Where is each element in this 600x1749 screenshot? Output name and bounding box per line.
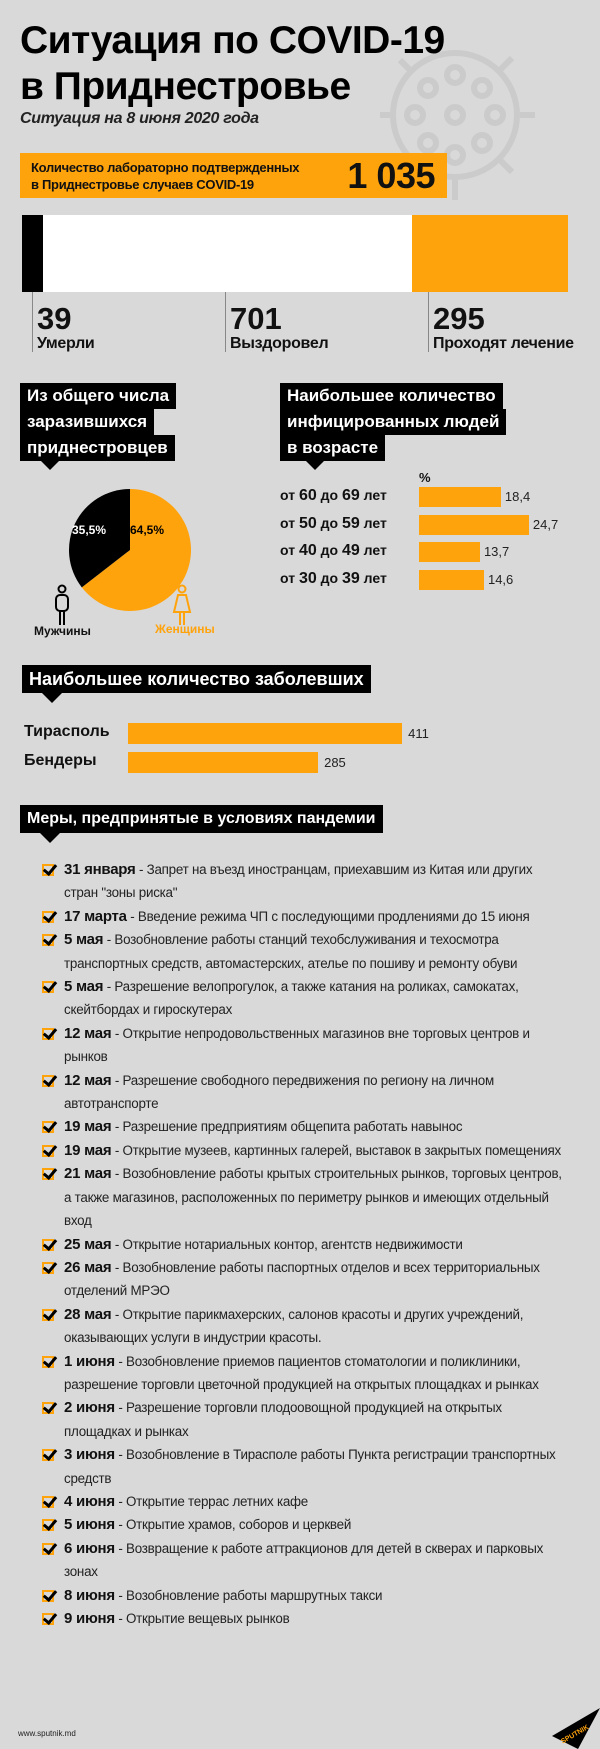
checkbox-checked-icon [42, 1145, 54, 1157]
women-percent-label: 64,5% [130, 523, 165, 537]
measure-text: - Возобновление в Тирасполе работы Пункта регистрации транспортных средств [64, 1447, 556, 1486]
measure-item [42, 905, 562, 928]
measure-date: 12 мая [64, 1071, 112, 1089]
heading-pointer [40, 833, 60, 843]
age-range-label: от 40 до 49 лет [280, 542, 387, 559]
measure-item [42, 1537, 562, 1584]
checkbox-checked-icon [42, 1168, 54, 1180]
checkbox-checked-icon [42, 1356, 54, 1368]
measure-date: 1 июня [64, 1352, 115, 1370]
title-line-2: в Приднестровье [20, 65, 351, 108]
age-range-label: от 50 до 59 лет [280, 514, 387, 532]
measure-text: - Открытие храмов, соборов и церквей [114, 1517, 352, 1533]
heading-line: приднестровцев [20, 435, 175, 461]
measure-date: 12 мая [64, 1024, 112, 1042]
measure-date: 17 марта [64, 907, 127, 925]
site-url: www.sputnik.md [18, 1729, 76, 1738]
measure-text: - Введение режима ЧП с последующими продлениями до 15 июня [126, 908, 530, 924]
stat-deaths [37, 303, 94, 353]
divider [428, 292, 429, 352]
age-range-label: от 60 до 69 лет [280, 487, 387, 504]
stat-value: 39 [37, 301, 72, 336]
measure-item [42, 928, 562, 975]
age-bar [419, 487, 501, 507]
men-label: Мужчины [34, 624, 91, 638]
heading-pointer [42, 693, 62, 703]
gender-heading [20, 383, 176, 461]
measure-item [42, 1162, 562, 1232]
measure-item [42, 1069, 562, 1116]
woman-icon [171, 584, 193, 626]
men-percent-label: 35,5% [72, 523, 107, 537]
stat-value: 295 [433, 301, 485, 336]
heading-line: Меры, предпринятые в условиях пандемии [20, 805, 383, 833]
city-value-label: 285 [324, 755, 346, 770]
checkbox-checked-icon [42, 1239, 54, 1251]
confirmed-cases-label [31, 159, 299, 193]
checkbox-checked-icon [42, 1402, 54, 1414]
measure-date: 19 мая [64, 1118, 112, 1136]
stat-label: Проходят лечение [433, 335, 574, 352]
subtitle-date: Ситуация на 8 июня 2020 года [20, 110, 259, 127]
measure-item [42, 1490, 562, 1513]
label-line: Количество лабораторно подтвержденных [31, 160, 300, 175]
measure-text: - Возобновление работы паспортных отделов и всех территориальных отделений МРЭО [64, 1259, 540, 1299]
outcome-segment-1 [43, 215, 413, 292]
measure-date: 9 июня [64, 1610, 115, 1627]
checkbox-checked-icon [42, 934, 54, 946]
outcome-segment-2 [412, 215, 568, 292]
measure-item [42, 1256, 562, 1303]
checkbox-checked-icon [42, 981, 54, 993]
women-label: Женщины [155, 622, 215, 636]
measure-item [42, 1396, 562, 1443]
checkbox-checked-icon [42, 1028, 54, 1040]
city-name: Бендеры [24, 752, 97, 769]
measure-date: 4 июня [64, 1492, 115, 1510]
measure-text: - Открытие непродовольственных магазинов вне торговых центров и рынков [64, 1025, 530, 1065]
measure-date: 31 января [64, 861, 136, 878]
stat-recovered [230, 303, 328, 353]
measure-date: 6 июня [64, 1539, 115, 1557]
measure-text: - Разрешение торговли плодоовощной продукцией на открытых площадках и рынках [64, 1400, 502, 1439]
age-value-label: 13,7 [483, 544, 510, 559]
confirmed-cases-box [20, 153, 447, 198]
measure-text: - Разрешение предприятиям общепита работать навынос [111, 1119, 463, 1135]
man-icon [52, 584, 72, 626]
cities-heading [22, 665, 371, 693]
measure-date: 2 июня [64, 1399, 115, 1417]
measure-item [42, 1443, 562, 1490]
checkbox-checked-icon [42, 1543, 54, 1555]
stat-value: 701 [230, 301, 282, 336]
age-value-label: 24,7 [532, 516, 559, 532]
checkbox-checked-icon [42, 1449, 54, 1461]
checkbox-checked-icon [42, 1121, 54, 1133]
checkbox-checked-icon [42, 1309, 54, 1321]
measure-date: 25 мая [64, 1235, 112, 1253]
measure-text: - Возвращение к работе аттракционов для детей в скверах и парковых зонах [64, 1540, 544, 1580]
checkbox-checked-icon [42, 1519, 54, 1531]
age-bar [419, 570, 484, 590]
page-title [20, 18, 445, 110]
age-unit-label: % [419, 470, 431, 485]
label-line: в Приднестровье случаев COVID-19 [31, 177, 254, 192]
stat-in-treatment [433, 303, 574, 353]
measure-date: 5 мая [64, 931, 104, 949]
checkbox-checked-icon [42, 1075, 54, 1087]
heading-pointer [40, 460, 60, 470]
outcome-stacked-bar [22, 215, 568, 292]
checkbox-checked-icon [42, 1613, 54, 1625]
city-bar [128, 723, 402, 744]
confirmed-cases-total: 1 035 [347, 155, 435, 196]
measure-date: 26 мая [64, 1258, 112, 1276]
checkbox-checked-icon [42, 1496, 54, 1508]
measure-item [42, 1115, 562, 1138]
measure-date: 8 июня [64, 1586, 115, 1604]
measure-text: - Разрешение велопрогулок, а также катания на роликах, самокатах, скейтбордах и гироскутерах [64, 979, 519, 1018]
measure-text: - Открытие вещевых рынков [114, 1611, 290, 1626]
measures-list [42, 858, 562, 1630]
heading-line: в возрасте [280, 435, 385, 461]
age-heading [280, 383, 506, 461]
measure-item [42, 1350, 562, 1397]
measure-item [42, 858, 562, 905]
measure-item [42, 1022, 562, 1069]
measure-date: 19 мая [64, 1141, 112, 1159]
divider [225, 292, 226, 352]
divider [32, 292, 33, 352]
measure-date: 21 мая [64, 1165, 112, 1183]
city-name: Тирасполь [24, 723, 110, 740]
measure-text: - Открытие музеев, картинных галерей, выставок в закрытых помещениях [111, 1142, 561, 1158]
measure-text: - Возобновление работы станций техобслуживания и техосмотра транспортных средств, автомастерских, ателье по пошиву и ремонту обуви [64, 932, 518, 971]
outcome-segment-0 [22, 215, 43, 292]
city-value-label: 411 [408, 726, 429, 741]
sputnik-logo [552, 1708, 600, 1749]
measure-item [42, 1303, 562, 1350]
measure-text: - Открытие террас летних кафе [114, 1493, 309, 1509]
measure-item [42, 1607, 562, 1630]
heading-line: инфицированных людей [280, 409, 506, 435]
city-bar [128, 752, 318, 773]
checkbox-checked-icon [42, 1590, 54, 1602]
measure-item [42, 1513, 562, 1536]
age-bar [419, 515, 529, 535]
measure-date: 5 июня [64, 1516, 115, 1534]
stat-label: Умерли [37, 335, 95, 352]
age-value-label: 18,4 [504, 489, 531, 504]
heading-pointer [305, 460, 325, 470]
age-bar [419, 542, 480, 562]
checkbox-checked-icon [42, 1262, 54, 1274]
measure-text: - Возобновление работы крытых строительных рынков, торговых центров, а также магазинов, расположенных по периметру рынков и имеющих отдельный вход [64, 1166, 562, 1229]
checkbox-checked-icon [42, 911, 54, 923]
measure-text: - Возобновление работы маршрутных такси [114, 1587, 383, 1603]
heading-line: Наибольшее количество [280, 383, 503, 409]
measure-text: - Разрешение свободного передвижения по региону на личном автотранспорте [64, 1072, 494, 1112]
measure-date: 3 июня [64, 1446, 115, 1464]
measure-date: 5 мая [64, 978, 104, 996]
measure-item [42, 975, 562, 1022]
heading-line: заразившихся [20, 409, 154, 435]
measures-heading [20, 805, 383, 833]
measure-text: - Открытие нотариальных контор, агентств недвижимости [111, 1236, 463, 1252]
measure-item [42, 1233, 562, 1256]
measure-text: - Возобновление приемов пациентов стоматологии и поликлиники, разрешение торговли цветочной продукцией на открытых площадках и рынках [64, 1353, 539, 1392]
svg-text:SPUTNIK: SPUTNIK [560, 1724, 591, 1746]
age-value-label: 14,6 [487, 571, 514, 587]
measure-date: 28 мая [64, 1305, 112, 1323]
measure-item [42, 1139, 562, 1162]
stat-label: Выздоровел [230, 335, 329, 352]
heading-line: Из общего числа [20, 383, 176, 409]
measure-text: - Открытие парикмахерских, салонов красоты и других учреждений, оказывающих услуги в индустрии красоты. [64, 1306, 524, 1346]
checkbox-checked-icon [42, 864, 54, 876]
measure-text: - Запрет на въезд иностранцам, приехавшим из Китая или других стран "зоны риска" [64, 862, 533, 901]
title-line-1: Ситуация по COVID-19 [20, 19, 445, 62]
age-range-label: от 30 до 39 лет [280, 569, 387, 587]
measure-item [42, 1584, 562, 1607]
heading-line: Наибольшее количество заболевших [22, 665, 371, 693]
